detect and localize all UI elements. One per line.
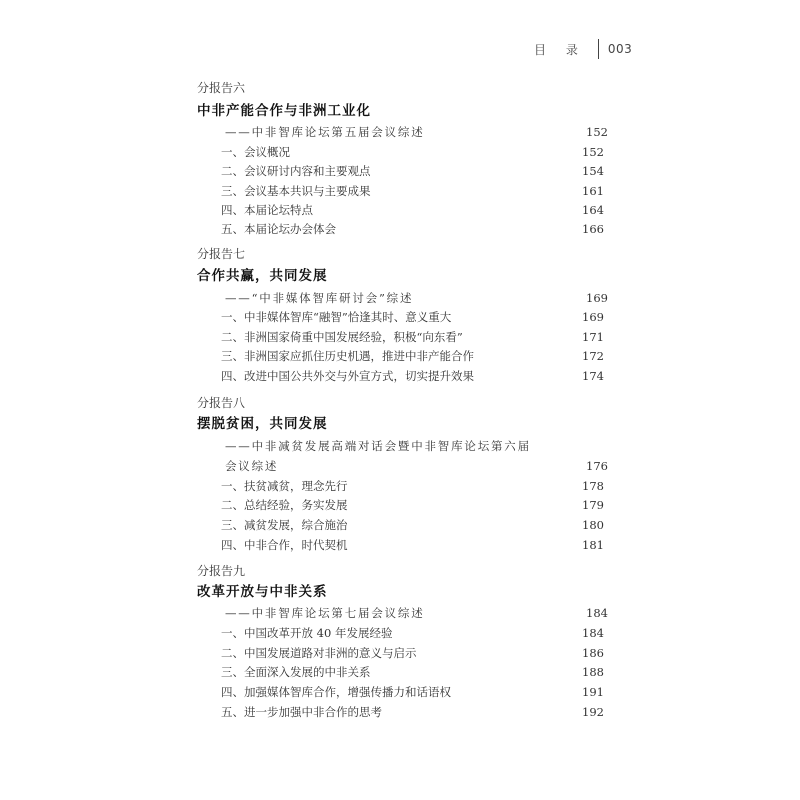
toc-page-number: 186 bbox=[582, 646, 604, 660]
header-page-number: 003 bbox=[607, 42, 633, 56]
toc-entry-text: 五、进一步加强中非合作的思考 bbox=[221, 705, 382, 719]
toc-page-number: 172 bbox=[582, 349, 604, 363]
toc-page-number: 184 bbox=[582, 626, 604, 640]
toc-entry-text: 五、本届论坛办会体会 bbox=[221, 222, 336, 236]
report-label: 分报告八 bbox=[197, 396, 246, 410]
toc-entry-text: ——“中非媒体智库研讨会”综述 bbox=[225, 291, 414, 305]
toc-entry[interactable] bbox=[221, 662, 604, 682]
toc-page-number: 152 bbox=[582, 145, 604, 159]
toc-page-number: 174 bbox=[582, 369, 604, 383]
toc-entry[interactable] bbox=[221, 623, 604, 643]
toc-page-number: 180 bbox=[582, 518, 604, 532]
toc-entry-text: 一、会议概况 bbox=[221, 145, 290, 159]
toc-entry-text: 三、全面深入发展的中非关系 bbox=[221, 665, 371, 679]
toc-entry[interactable] bbox=[221, 535, 604, 555]
toc-entry[interactable] bbox=[221, 307, 604, 327]
report-label: 分报告七 bbox=[197, 247, 246, 261]
toc-page-number: 181 bbox=[582, 538, 604, 552]
toc-entry-text: 三、减贫发展，综合施治 bbox=[221, 518, 348, 532]
toc-page-number: 166 bbox=[582, 222, 604, 236]
toc-entry[interactable] bbox=[221, 643, 604, 663]
toc-entry[interactable] bbox=[221, 161, 604, 181]
toc-entry[interactable] bbox=[221, 346, 604, 366]
toc-page-number: 169 bbox=[582, 310, 604, 324]
toc-page-number: 179 bbox=[582, 498, 604, 512]
toc-entry[interactable] bbox=[221, 682, 604, 702]
toc-page-number: 169 bbox=[586, 291, 608, 305]
toc-page-number: 171 bbox=[582, 330, 604, 344]
toc-page-number: 154 bbox=[582, 164, 604, 178]
toc-entry-text: 一、扶贫减贫，理念先行 bbox=[221, 479, 348, 493]
toc-entry-text: 四、加强媒体智库合作，增强传播力和话语权 bbox=[221, 685, 451, 699]
toc-entry[interactable] bbox=[221, 702, 604, 722]
toc-page-number: 184 bbox=[586, 606, 608, 620]
toc-entry[interactable] bbox=[221, 181, 604, 201]
header-section-title: 目 录 bbox=[534, 42, 586, 57]
toc-entry-text: 一、中国改革开放 40 年发展经验 bbox=[221, 626, 393, 640]
toc-entry-text: 四、中非合作，时代契机 bbox=[221, 538, 348, 552]
toc-subtitle-entry[interactable] bbox=[225, 122, 608, 142]
toc-entry-text: ——中非减贫发展高端对话会暨中非智库论坛第六届 bbox=[225, 439, 531, 453]
toc-entry-text: ——中非智库论坛第七届会议综述 bbox=[225, 606, 425, 620]
toc-entry-text: 二、总结经验，务实发展 bbox=[221, 498, 348, 512]
toc-entry-text: 会议综述 bbox=[225, 459, 279, 473]
toc-page-number: 161 bbox=[582, 184, 604, 198]
report-title: 合作共赢，共同发展 bbox=[197, 268, 328, 284]
toc-subtitle-continuation[interactable] bbox=[225, 456, 608, 476]
toc-entry[interactable] bbox=[221, 142, 604, 162]
toc-entry-text: 四、本届论坛特点 bbox=[221, 203, 313, 217]
toc-subtitle-entry[interactable] bbox=[225, 288, 608, 308]
report-title: 中非产能合作与非洲工业化 bbox=[197, 103, 371, 119]
toc-page-number: 178 bbox=[582, 479, 604, 493]
report-title: 摆脱贫困，共同发展 bbox=[197, 416, 328, 432]
toc-subtitle-entry[interactable] bbox=[225, 603, 608, 623]
toc-entry-text: 四、改进中国公共外交与外宣方式，切实提升效果 bbox=[221, 369, 474, 383]
report-title: 改革开放与中非关系 bbox=[197, 584, 328, 600]
toc-entry[interactable] bbox=[221, 515, 604, 535]
toc-entry[interactable] bbox=[221, 327, 604, 347]
toc-page-number: 176 bbox=[586, 459, 608, 473]
report-label: 分报告九 bbox=[197, 564, 246, 578]
toc-entry-text: 三、非洲国家应抓住历史机遇，推进中非产能合作 bbox=[221, 349, 474, 363]
report-label: 分报告六 bbox=[197, 81, 246, 95]
toc-entry-text: 二、会议研讨内容和主要观点 bbox=[221, 164, 371, 178]
toc-page-number: 192 bbox=[582, 705, 604, 719]
toc-page-number: 188 bbox=[582, 665, 604, 679]
toc-entry[interactable] bbox=[221, 476, 604, 496]
toc-entry[interactable] bbox=[221, 366, 604, 386]
toc-entry[interactable] bbox=[221, 219, 604, 239]
toc-page-number: 164 bbox=[582, 203, 604, 217]
toc-page-number: 191 bbox=[582, 685, 604, 699]
toc-entry-text: 二、中国发展道路对非洲的意义与启示 bbox=[221, 646, 417, 660]
toc-page-number: 152 bbox=[586, 125, 608, 139]
toc-subtitle-entry[interactable] bbox=[225, 436, 608, 456]
toc-entry-text: 一、中非媒体智库“融智”恰逢其时、意义重大 bbox=[221, 310, 452, 324]
toc-entry[interactable] bbox=[221, 200, 604, 220]
toc-entry-text: 二、非洲国家倚重中国发展经验，积极“向东看” bbox=[221, 330, 463, 344]
toc-entry-text: 三、会议基本共识与主要成果 bbox=[221, 184, 371, 198]
toc-entry-text: ——中非智库论坛第五届会议综述 bbox=[225, 125, 425, 139]
toc-entry[interactable] bbox=[221, 495, 604, 515]
